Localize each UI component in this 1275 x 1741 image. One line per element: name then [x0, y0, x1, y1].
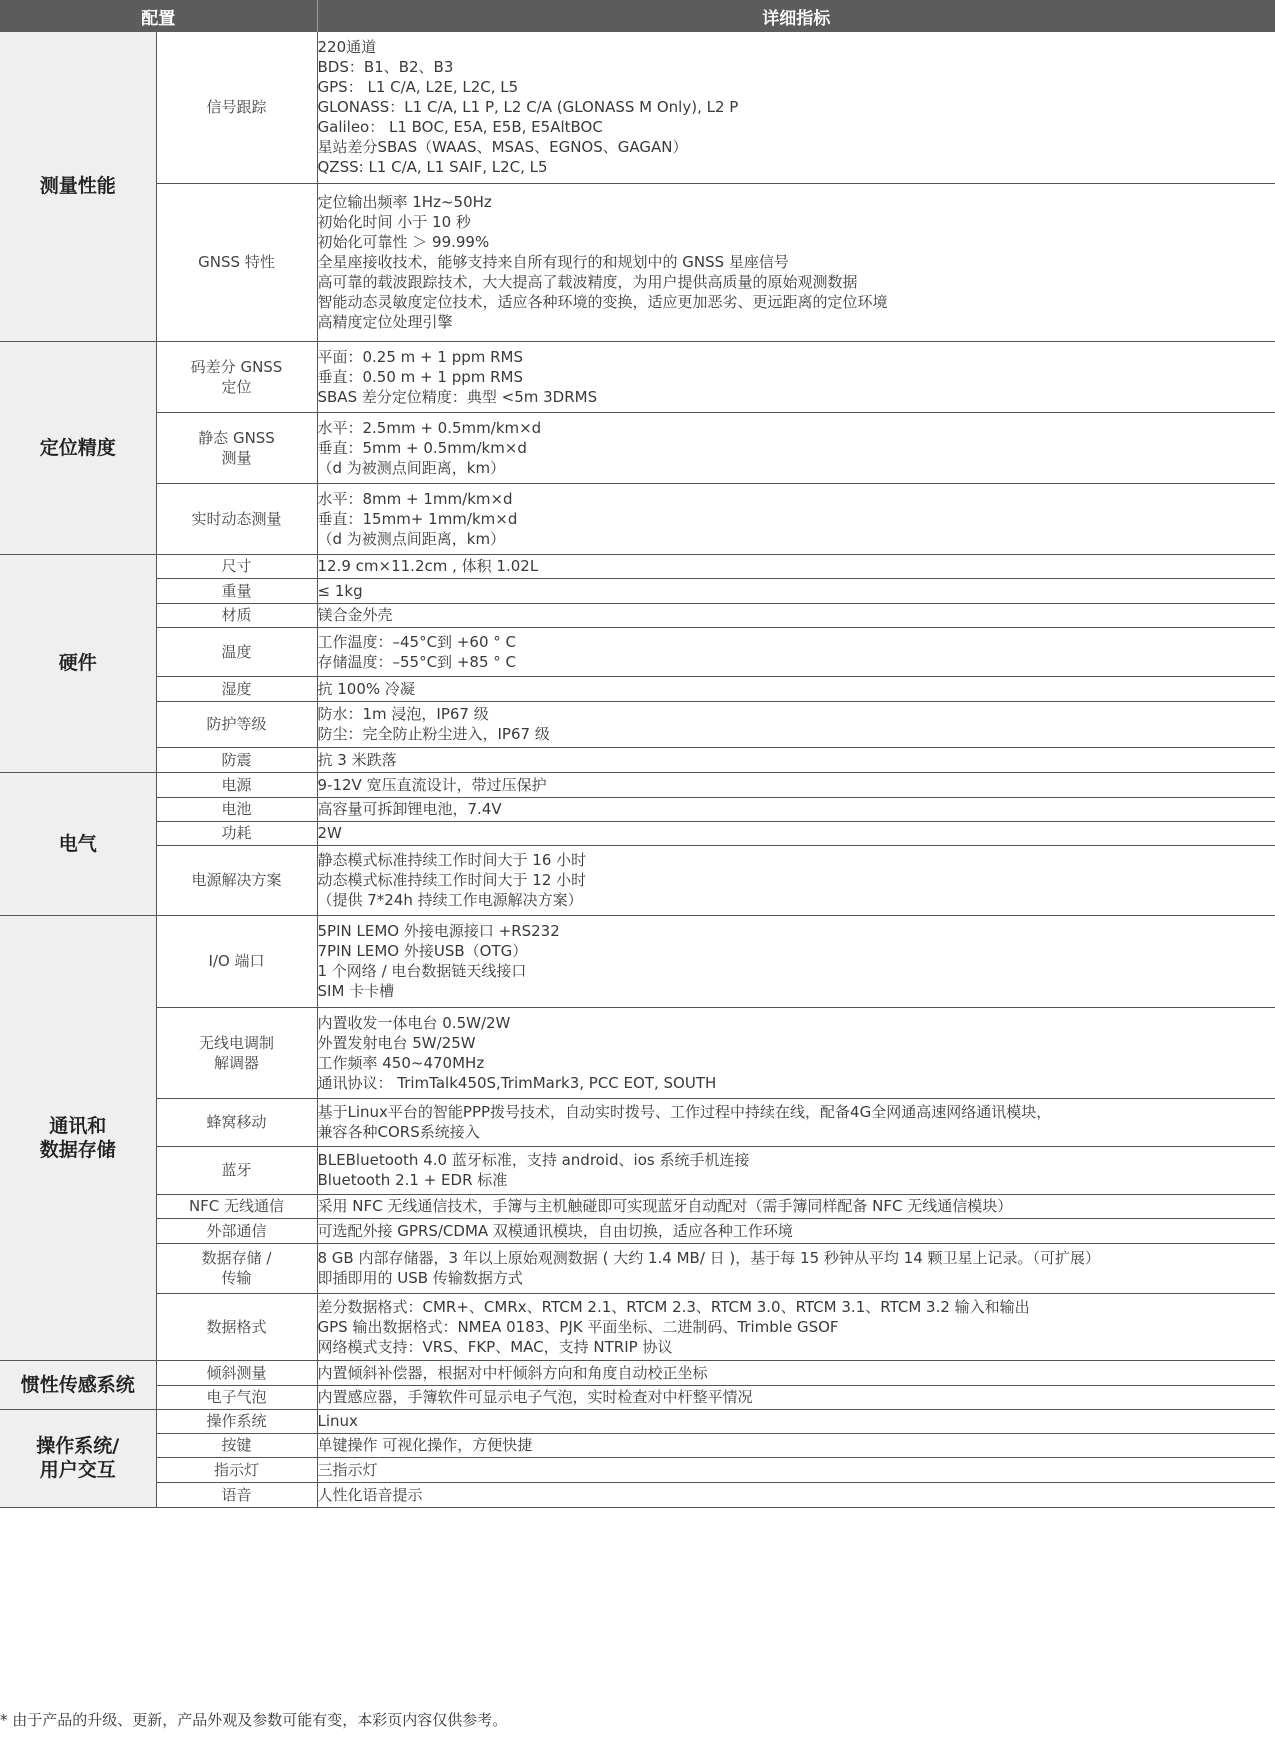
- text-line: NFC 无线通信: [188, 1197, 285, 1215]
- item-name-cell: [156, 747, 317, 772]
- item-detail-cell: [317, 915, 1275, 1007]
- spec-row: [0, 915, 1275, 1007]
- item-detail-cell: [317, 747, 1275, 772]
- text-line: Bluetooth 2.1 + EDR 标准: [317, 1171, 508, 1189]
- text-line: 电池: [221, 800, 252, 818]
- item-name-cell: [156, 676, 317, 701]
- text-line: 差分数据格式：CMR+、CMRx、RTCM 2.1、RTCM 2.3、RTCM 3.0、RTCM 3.1、RTCM 3.2 输入和输出: [317, 1297, 1030, 1316]
- item-name-cell: [156, 603, 317, 627]
- item-detail-cell: [317, 821, 1275, 845]
- text-line: 8 GB 内部存储器，3 年以上原始观测数据 ( 大约 1.4 MB/ 日 )，基于每 15 秒钟从平均 14 颗卫星上记录。（可扩展）: [317, 1249, 1101, 1267]
- text-line: Linux: [317, 1412, 358, 1430]
- item-detail-cell: [317, 412, 1275, 483]
- spec-row: [0, 1194, 1275, 1218]
- text-line: 防尘：完全防止粉尘进入，IP67 级: [317, 725, 550, 743]
- item-name-cell: [156, 578, 317, 603]
- text-line: SIM 卡卡槽: [317, 982, 395, 1000]
- text-line: SBAS 差分定位精度：典型 <5m 3DRMS: [317, 387, 598, 406]
- text-line: 水平：8mm + 1mm/km×d: [317, 489, 513, 508]
- text-line: （d 为被测点间距离，km）: [317, 458, 506, 477]
- text-line: 数据存储: [39, 1138, 116, 1161]
- item-detail-cell: [317, 1482, 1275, 1507]
- text-line: 码差分 GNSS: [190, 357, 283, 376]
- item-name-cell: [156, 1218, 317, 1243]
- text-line: 测量: [221, 448, 252, 467]
- text-line: 2W: [317, 824, 342, 842]
- text-line: 工作频率 450~470MHz: [317, 1053, 485, 1072]
- item-detail-cell: [317, 627, 1275, 676]
- text-line: （d 为被测点间距离，km）: [317, 529, 506, 548]
- spec-row: [0, 845, 1275, 915]
- item-name-cell: [156, 183, 317, 341]
- text-line: 指示灯: [213, 1460, 259, 1479]
- text-line: 防水：1m 浸泡，IP67 级: [317, 705, 489, 723]
- item-detail-cell: [317, 32, 1275, 183]
- text-line: 高容量可拆卸锂电池，7.4V: [317, 800, 502, 818]
- category-cell: [0, 341, 156, 554]
- item-name-cell: [156, 1385, 317, 1409]
- text-line: 基于Linux平台的智能PPP拨号技术，自动实时拨号、工作过程中持续在线，配备4G全网通高速网络通讯模块，: [317, 1103, 1052, 1121]
- spec-row: [0, 772, 1275, 797]
- text-line: 实时动态测量: [191, 509, 282, 528]
- text-line: 解调器: [213, 1053, 259, 1072]
- text-line: 语音: [221, 1485, 252, 1504]
- text-line: 垂直：0.50 m + 1 ppm RMS: [317, 367, 524, 386]
- text-line: GPS 输出数据格式：NMEA 0183、PJK 平面坐标、二进制码、Trimble GSOF: [317, 1317, 839, 1336]
- category-cell: [0, 554, 156, 772]
- item-name-cell: [156, 797, 317, 821]
- spec-row: [0, 747, 1275, 772]
- category-cell: [0, 772, 156, 915]
- category-cell: [0, 1360, 156, 1409]
- footnote: * 由于产品的升级、更新，产品外观及参数可能有变，本彩页内容仅供参考。: [0, 1711, 508, 1729]
- text-line: 电源: [221, 775, 252, 794]
- text-line: 蜂窝移动: [206, 1113, 267, 1131]
- text-line: 电源解决方案: [191, 871, 282, 889]
- item-name-cell: [156, 772, 317, 797]
- text-line: 星站差分SBAS（WAAS、MSAS、EGNOS、GAGAN）: [317, 138, 688, 157]
- text-line: 高可靠的载波跟踪技术，大大提高了载波精度，为用户提供高质量的原始观测数据: [317, 273, 858, 291]
- item-detail-cell: [317, 845, 1275, 915]
- text-line: 传输: [221, 1269, 252, 1287]
- text-line: 电气: [58, 832, 97, 855]
- text-line: I/O 端口: [208, 952, 265, 970]
- item-name-cell: [156, 1457, 317, 1482]
- item-detail-cell: [317, 554, 1275, 578]
- text-line: 内置倾斜补偿器，根据对中杆倾斜方向和角度自动校正坐标: [317, 1363, 708, 1382]
- item-name-cell: [156, 1146, 317, 1194]
- category-cell: [0, 1409, 156, 1507]
- text-line: 兼容各种CORS系统接入: [317, 1123, 480, 1141]
- spec-row: [0, 797, 1275, 821]
- text-line: 操作系统/: [36, 1435, 120, 1457]
- spec-row: [0, 1098, 1275, 1146]
- text-line: 数据存储 /: [201, 1249, 272, 1267]
- spec-row: [0, 701, 1275, 747]
- text-line: 7PIN LEMO 外接USB（OTG）: [317, 942, 528, 960]
- spec-row: [0, 603, 1275, 627]
- text-line: 定位精度: [39, 436, 116, 459]
- text-line: 用户交互: [39, 1459, 116, 1481]
- text-line: 重量: [221, 581, 252, 600]
- item-detail-cell: [317, 1293, 1275, 1360]
- item-detail-cell: [317, 1385, 1275, 1409]
- text-line: 外置发射电台 5W/25W: [317, 1033, 476, 1052]
- item-name-cell: [156, 821, 317, 845]
- item-name-cell: [156, 412, 317, 483]
- item-detail-cell: [317, 1218, 1275, 1243]
- category-cell: [0, 32, 156, 341]
- text-line: 采用 NFC 无线通信技术，手簿与主机触碰即可实现蓝牙自动配对（需手簿同样配备 NFC 无线通信模块）: [317, 1197, 1013, 1215]
- item-detail-cell: [317, 1243, 1275, 1293]
- spec-row: [0, 821, 1275, 845]
- text-line: 1 个网络 / 电台数据链天线接口: [317, 962, 527, 980]
- text-line: 水平：2.5mm + 0.5mm/km×d: [317, 418, 542, 437]
- spec-row: [0, 554, 1275, 578]
- text-line: 初始化时间 小于 10 秒: [317, 213, 471, 231]
- text-line: 高精度定位处理引擎: [317, 313, 453, 331]
- spec-row: [0, 1409, 1275, 1433]
- spec-row: [0, 1218, 1275, 1243]
- text-line: 无线电调制: [198, 1033, 274, 1052]
- text-line: 数据格式: [206, 1317, 267, 1336]
- text-line: 惯性传感系统: [20, 1373, 135, 1396]
- text-line: 动态模式标准持续工作时间大于 12 小时: [317, 871, 587, 889]
- item-detail-cell: [317, 1433, 1275, 1457]
- text-line: 信号跟踪: [206, 98, 267, 117]
- item-detail-cell: [317, 603, 1275, 627]
- header-details: 详细指标: [317, 0, 1275, 32]
- spec-row: [0, 1293, 1275, 1360]
- item-detail-cell: [317, 1146, 1275, 1194]
- text-line: 测量性能: [39, 175, 116, 198]
- item-name-cell: [156, 1194, 317, 1218]
- item-detail-cell: [317, 1409, 1275, 1433]
- text-line: 温度: [221, 642, 252, 661]
- item-detail-cell: [317, 183, 1275, 341]
- text-line: 抗 3 米跌落: [317, 750, 397, 769]
- item-name-cell: [156, 915, 317, 1007]
- category-cell: [0, 915, 156, 1360]
- text-line: 静态模式标准持续工作时间大于 16 小时: [317, 851, 587, 869]
- text-line: GNSS 特性: [198, 253, 275, 271]
- item-detail-cell: [317, 341, 1275, 412]
- item-name-cell: [156, 701, 317, 747]
- text-line: Galileo： L1 BOC, E5A, E5B, E5AltBOC: [317, 118, 603, 137]
- spec-row: [0, 183, 1275, 341]
- spec-row: [0, 483, 1275, 554]
- text-line: 湿度: [221, 679, 252, 698]
- text-line: 功耗: [221, 824, 252, 842]
- item-name-cell: [156, 1243, 317, 1293]
- spec-row: [0, 578, 1275, 603]
- spec-row: [0, 412, 1275, 483]
- spec-row: [0, 1007, 1275, 1098]
- header-row: [0, 0, 1275, 32]
- text-line: 垂直：5mm + 0.5mm/km×d: [317, 438, 527, 457]
- item-detail-cell: [317, 483, 1275, 554]
- text-line: 操作系统: [206, 1412, 267, 1430]
- text-line: 网络模式支持：VRS、FKP、MAC，支持 NTRIP 协议: [317, 1337, 673, 1356]
- text-line: 三指示灯: [317, 1460, 378, 1479]
- item-name-cell: [156, 1293, 317, 1360]
- text-line: QZSS: L1 C/A, L1 SAIF, L2C, L5: [317, 158, 548, 177]
- item-detail-cell: [317, 578, 1275, 603]
- spec-row: [0, 1457, 1275, 1482]
- text-line: 防震: [221, 750, 252, 769]
- header-config: 配置: [0, 0, 317, 32]
- item-name-cell: [156, 627, 317, 676]
- item-detail-cell: [317, 701, 1275, 747]
- text-line: 定位输出频率 1Hz~50Hz: [317, 193, 492, 211]
- text-line: GPS： L1 C/A, L2E, L2C, L5: [317, 78, 519, 97]
- text-line: 抗 100% 冷凝: [317, 679, 415, 698]
- text-line: 人性化语音提示: [317, 1485, 423, 1504]
- text-line: 即插即用的 USB 传输数据方式: [317, 1269, 523, 1287]
- item-detail-cell: [317, 1007, 1275, 1098]
- text-line: 全星座接收技术，能够支持来自所有现行的和规划中的 GNSS 星座信号: [317, 253, 789, 271]
- spec-row: [0, 1482, 1275, 1507]
- spec-row: [0, 1243, 1275, 1293]
- spec-row: [0, 1433, 1275, 1457]
- text-line: 静态 GNSS: [198, 428, 275, 447]
- spec-row: [0, 341, 1275, 412]
- text-line: 5PIN LEMO 外接电源接口 +RS232: [317, 922, 560, 940]
- text-line: 智能动态灵敏度定位技术，适应各种环境的变换，适应更加恶劣、更远距离的定位环境: [317, 293, 888, 311]
- text-line: BLEBluetooth 4.0 蓝牙标准，支持 android、ios 系统手机连接: [317, 1151, 750, 1169]
- text-line: 按键: [221, 1436, 252, 1454]
- item-name-cell: [156, 1409, 317, 1433]
- item-name-cell: [156, 554, 317, 578]
- spec-row: [0, 627, 1275, 676]
- item-name-cell: [156, 32, 317, 183]
- spec-row: [0, 1146, 1275, 1194]
- item-detail-cell: [317, 1098, 1275, 1146]
- text-line: （提供 7*24h 持续工作电源解决方案）: [317, 891, 583, 909]
- item-detail-cell: [317, 797, 1275, 821]
- text-line: 可选配外接 GPRS/CDMA 双模通讯模块，自由切换，适应各种工作环境: [317, 1221, 793, 1240]
- text-line: 硬件: [58, 652, 97, 674]
- item-detail-cell: [317, 772, 1275, 797]
- item-name-cell: [156, 1007, 317, 1098]
- text-line: 外部通信: [206, 1221, 267, 1240]
- text-line: 材质: [221, 606, 252, 624]
- spec-row: [0, 676, 1275, 701]
- text-line: 单键操作 可视化操作，方便快捷: [317, 1436, 533, 1454]
- item-name-cell: [156, 1433, 317, 1457]
- text-line: 220通道: [317, 38, 377, 57]
- text-line: 初始化可靠性 ＞ 99.99%: [317, 233, 490, 251]
- text-line: 存储温度：–55°C到 +85 ° C: [317, 652, 516, 671]
- text-line: 通讯协议： TrimTalk450S,TrimMark3, PCC EOT, SOUTH: [317, 1073, 717, 1092]
- item-detail-cell: [317, 1194, 1275, 1218]
- text-line: 12.9 cm×11.2cm , 体积 1.02L: [317, 557, 539, 575]
- item-name-cell: [156, 483, 317, 554]
- text-line: ≤ 1kg: [317, 581, 363, 600]
- text-line: 垂直：15mm+ 1mm/km×d: [317, 509, 518, 528]
- spec-row: [0, 1360, 1275, 1385]
- text-line: 电子气泡: [206, 1388, 267, 1406]
- text-line: 定位: [221, 377, 252, 396]
- item-name-cell: [156, 845, 317, 915]
- text-line: 尺寸: [221, 557, 252, 575]
- text-line: 防护等级: [206, 715, 267, 733]
- text-line: 倾斜测量: [206, 1363, 267, 1382]
- spec-row: [0, 32, 1275, 183]
- item-detail-cell: [317, 1457, 1275, 1482]
- text-line: 工作温度：–45°C到 +60 ° C: [317, 632, 516, 651]
- text-line: 9-12V 宽压直流设计，带过压保护: [317, 775, 547, 794]
- text-line: 通讯和: [49, 1114, 107, 1137]
- item-name-cell: [156, 1482, 317, 1507]
- text-line: 内置收发一体电台 0.5W/2W: [317, 1013, 511, 1032]
- text-line: GLONASS：L1 C/A, L1 P, L2 C/A (GLONASS M Only), L2 P: [317, 98, 739, 117]
- item-name-cell: [156, 341, 317, 412]
- spec-body: [0, 32, 1275, 1507]
- text-line: 蓝牙: [221, 1161, 252, 1179]
- item-detail-cell: [317, 676, 1275, 701]
- spec-row: [0, 1385, 1275, 1409]
- text-line: BDS：B1、B2、B3: [317, 58, 454, 77]
- text-line: 镁合金外壳: [317, 606, 393, 624]
- item-name-cell: [156, 1360, 317, 1385]
- item-detail-cell: [317, 1360, 1275, 1385]
- text-line: 内置感应器，手簿软件可显示电子气泡，实时检查对中杆整平情况: [317, 1388, 753, 1406]
- text-line: 平面：0.25 m + 1 ppm RMS: [317, 347, 524, 366]
- item-name-cell: [156, 1098, 317, 1146]
